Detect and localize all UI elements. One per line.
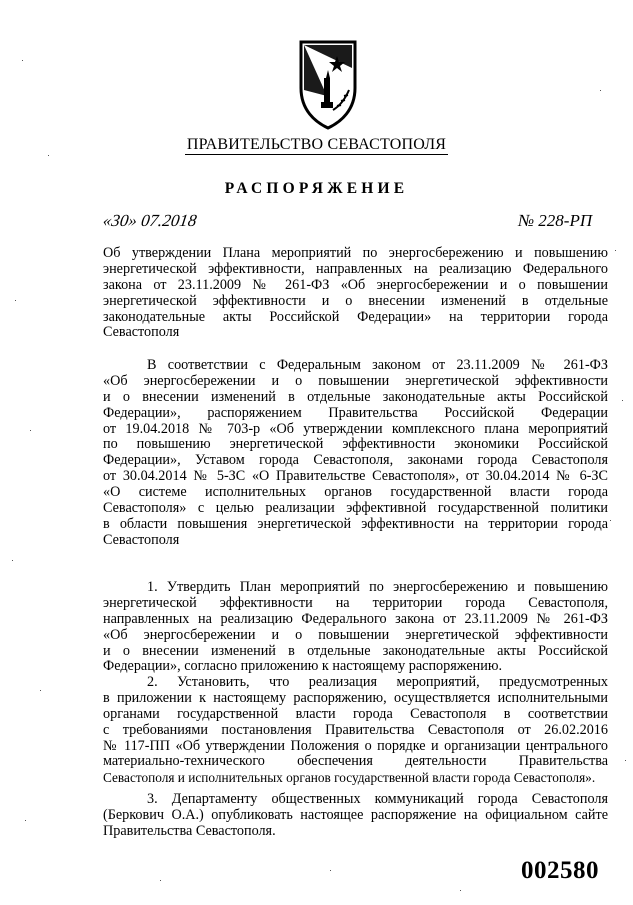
clause-line: органами государственной власти города Севастополя в соответствии <box>103 705 608 722</box>
clause-line: 1. Утвердить План мероприятий по энергосбережению и повышению <box>147 579 608 595</box>
clause-line: Федерации», согласно приложению к настоящему распоряжению. <box>103 658 502 675</box>
preamble-line: Федерации», Уставом города Севастополя, законами города Севастополя <box>103 452 608 469</box>
document-number: № 228-РП <box>518 211 593 230</box>
clause-line: № 117-ПП «Об утверждении Положения о порядке и организации центрального <box>103 737 608 754</box>
clause-2 <box>103 675 608 786</box>
preamble-line: Севастополя» с целью реализации эффективной государственной политики <box>103 500 608 517</box>
subject-line: законодательные акты Российской Федерации» на территории города <box>103 308 608 325</box>
clause-line: направленных на реализацию Федерального закона от 23.11.2009 № 261-ФЗ <box>103 610 608 627</box>
subject-line: закона от 23.11.2009 № 261-ФЗ «Об энергосбережении и о повышении <box>103 276 608 293</box>
preamble-line: В соответствии с Федеральным законом от 23.11.2009 № 261-ФЗ <box>147 357 608 373</box>
preamble-line: в области повышения энергетической эффективности на территории города <box>103 515 608 532</box>
preamble-line: по повышению энергетической эффективности экономики Российской <box>103 436 608 453</box>
org-title: ПРАВИТЕЛЬСТВО СЕВАСТОПОЛЯ <box>186 136 447 153</box>
document-type: РАСПОРЯЖЕНИЕ <box>224 180 409 197</box>
clause-1 <box>103 580 608 675</box>
clause-line: в приложении к настоящему распоряжению, осуществляется исполнительными <box>103 689 608 706</box>
preamble-paragraph <box>103 358 608 549</box>
preamble-line: от 19.04.2018 № 703-р «Об утверждении комплексного плана мероприятий <box>103 420 608 437</box>
sheet-number: 002580 <box>521 857 599 884</box>
clause-line: 3. Департаменту общественных коммуникаций города Севастополя <box>147 791 608 807</box>
document-subject <box>103 246 608 341</box>
clause-line: «Об энергосбережении и о повышении энергетической эффективности <box>103 626 608 643</box>
subject-line: Об утверждении Плана мероприятий по энергосбережению и повышению <box>103 245 608 261</box>
clause-line: (Беркович О.А.) опубликовать настоящее распоряжение на официальном сайте <box>103 806 608 823</box>
preamble-line: и о внесении изменений в отдельные законодательные акты Российской <box>103 388 608 405</box>
preamble-line: Федерации», распоряжением Правительства Российской Федерации <box>103 404 608 421</box>
clause-3 <box>103 792 608 840</box>
preamble-line: Севастополя <box>103 531 180 548</box>
subject-line: Севастополя <box>103 324 180 341</box>
clause-line: Правительства Севастополя. <box>103 822 276 839</box>
clause-line: с требованиями постановления Правительства Севастополя от 26.02.2016 <box>103 721 608 738</box>
preamble-line: «О системе исполнительных органов государственной власти города <box>103 484 608 501</box>
clause-line: 2. Установить, что реализация мероприятий, предусмотренных <box>147 674 608 690</box>
subject-line: энергетической эффективности, направленных на реализацию Федерального <box>103 260 608 277</box>
subject-line: энергетической эффективности и о внесении изменений в отдельные <box>103 292 608 309</box>
clause-line: и о внесении изменений в отдельные законодательные акты Российской <box>103 642 608 659</box>
clause-line: материально-технического обеспечения деятельности Правительства <box>103 753 608 770</box>
preamble-line: от 30.04.2014 № 5-ЗС «О Правительстве Севастополя», от 30.04.2014 № 6-ЗС <box>103 468 608 485</box>
document-date: «30» 07.2018 <box>101 211 198 230</box>
clause-line: энергетической эффективности на территории города Севастополя, <box>103 594 608 611</box>
preamble-line: «Об энергосбережении и о повышении энергетической эффективности <box>103 372 608 389</box>
sevastopol-coat-of-arms-icon <box>297 38 359 130</box>
clause-line: Севастополя и исполнительных органов государственной власти города Севастополя». <box>103 770 596 786</box>
